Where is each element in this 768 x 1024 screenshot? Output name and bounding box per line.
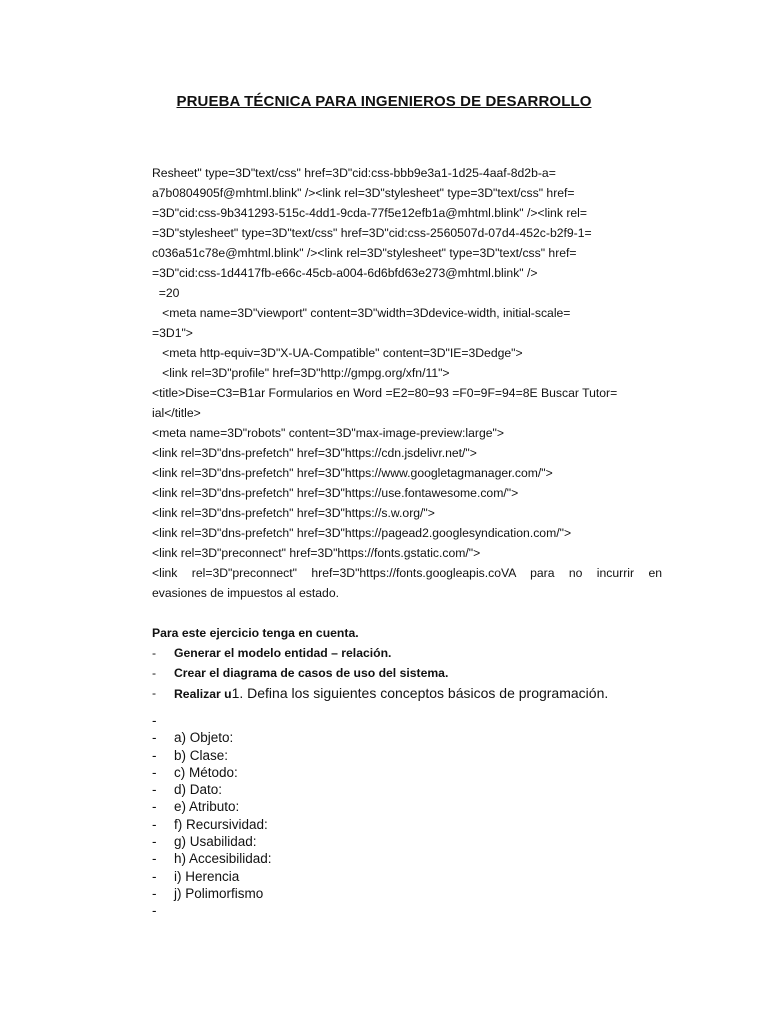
instruction-plain-part: 1. Defina los siguientes conceptos básicos de programación. — [231, 685, 609, 701]
code-line: evasiones de impuestos al estado. — [152, 586, 339, 600]
list-item — [152, 798, 552, 815]
list-item — [152, 850, 552, 867]
instruction-text: Crear el diagrama de casos de uso del sistema. — [174, 666, 449, 680]
code-line: =3D"cid:css-9b341293-515c-4dd1-9cda-77f5e12efb1a@mhtml.blink" /><link rel= — [152, 206, 587, 220]
bullet-mark: - — [152, 885, 157, 901]
code-line: ial</title> — [152, 406, 201, 420]
code-line: =3D"cid:css-1d4417fb-e66c-45cb-a004-6d6bfd63e273@mhtml.blink" /> — [152, 266, 538, 280]
html-source-block — [152, 163, 662, 603]
bullet-mark: - — [152, 646, 157, 660]
code-line: a7b0804905f@mhtml.blink" /><link rel=3D"stylesheet" type=3D"text/css" href= — [152, 186, 575, 200]
code-line: =3D"stylesheet" type=3D"text/css" href=3D"cid:css-2560507d-07d4-452c-b2f9-1= — [152, 226, 592, 240]
list-item — [152, 747, 552, 764]
concept-label: g) Usabilidad: — [174, 834, 257, 850]
bullet-mark: - — [152, 834, 157, 850]
list-item — [152, 643, 672, 663]
bullet-mark: - — [152, 903, 157, 919]
concepts-list — [152, 712, 552, 920]
code-line: =3D1"> — [152, 326, 193, 340]
list-item — [152, 712, 552, 729]
code-line: <link rel=3D"preconnect" href=3D"https://fonts.googleapis.coVA para no incurrir en — [152, 566, 662, 580]
page-title: PRUEBA TÉCNICA PARA INGENIEROS DE DESARROLLO — [176, 93, 592, 110]
concept-label: c) Método: — [174, 764, 238, 780]
instruction-bold-part: Realizar u — [174, 687, 232, 701]
concept-label: b) Clase: — [174, 747, 229, 763]
concept-label: d) Dato: — [174, 782, 223, 798]
concept-label: a) Objeto: — [174, 730, 234, 746]
concept-label: h) Accesibilidad: — [174, 851, 272, 867]
bullet-mark: - — [152, 713, 157, 728]
list-item — [152, 868, 552, 885]
bullet-mark: - — [152, 816, 157, 832]
list-item — [152, 833, 552, 850]
concept-label: i) Herencia — [174, 868, 240, 884]
code-line: <meta name=3D"robots" content=3D"max-image-preview:large"> — [152, 426, 504, 440]
instructions-section — [152, 623, 672, 703]
concept-label: e) Atributo: — [174, 799, 240, 815]
bullet-mark: - — [152, 686, 157, 700]
bullet-mark: - — [152, 764, 157, 780]
list-item — [152, 781, 552, 798]
instructions-heading: Para este ejercicio tenga en cuenta. — [152, 626, 359, 640]
list-item — [152, 683, 672, 703]
concept-label: f) Recursividad: — [174, 816, 268, 832]
bullet-mark: - — [152, 799, 157, 815]
bullet-mark: - — [152, 747, 157, 763]
list-item — [152, 764, 552, 781]
code-line: <link rel=3D"dns-prefetch" href=3D"https://use.fontawesome.com/"> — [152, 486, 519, 500]
instruction-text — [174, 683, 608, 703]
list-item — [152, 663, 672, 683]
code-line: <link rel=3D"dns-prefetch" href=3D"https://s.w.org/"> — [152, 506, 435, 520]
bullet-mark: - — [152, 782, 157, 798]
code-line: c036a51c78e@mhtml.blink" /><link rel=3D"stylesheet" type=3D"text/css" href= — [152, 246, 577, 260]
code-line: <link rel=3D"dns-prefetch" href=3D"https://pagead2.googlesyndication.com/"> — [152, 526, 572, 540]
bullet-mark: - — [152, 666, 157, 680]
code-line: <meta name=3D"viewport" content=3D"width=3Ddevice-width, initial-scale= — [152, 306, 571, 320]
list-item — [152, 816, 552, 833]
list-item — [152, 902, 552, 919]
code-line: <title>Dise=C3=B1ar Formularios en Word =E2=80=93 =F0=9F=94=8E Buscar Tutor= — [152, 386, 618, 400]
bullet-mark: - — [152, 868, 157, 884]
code-line: =20 — [152, 286, 180, 300]
list-item — [152, 885, 552, 902]
instruction-text: Generar el modelo entidad – relación. — [174, 646, 392, 660]
code-line: <meta http-equiv=3D"X-UA-Compatible" content=3D"IE=3Dedge"> — [152, 346, 523, 360]
code-line: <link rel=3D"dns-prefetch" href=3D"https://cdn.jsdelivr.net/"> — [152, 446, 477, 460]
code-line: <link rel=3D"profile" href=3D"http://gmpg.org/xfn/11"> — [152, 366, 450, 380]
bullet-mark: - — [152, 730, 157, 746]
concept-label: j) Polimorfismo — [174, 885, 264, 901]
bullet-mark: - — [152, 851, 157, 867]
list-item — [152, 729, 552, 746]
code-line: <link rel=3D"preconnect" href=3D"https://fonts.gstatic.com/"> — [152, 546, 481, 560]
code-line: <link rel=3D"dns-prefetch" href=3D"https://www.googletagmanager.com/"> — [152, 466, 553, 480]
code-line: Resheet" type=3D"text/css" href=3D"cid:css-bbb9e3a1-1d25-4aaf-8d2b-a= — [152, 166, 556, 180]
